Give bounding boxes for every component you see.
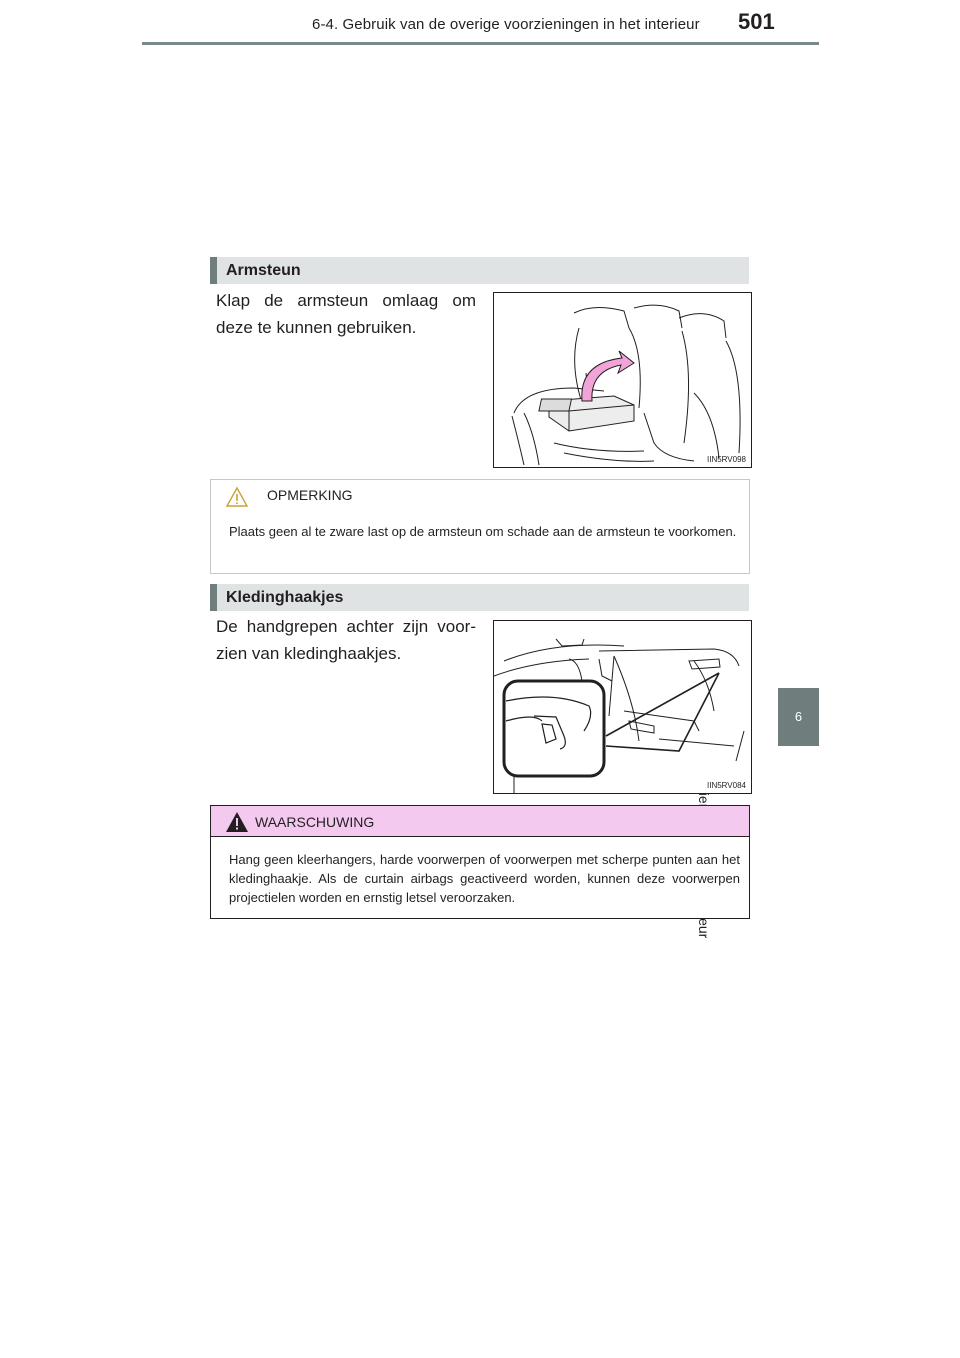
notice-box xyxy=(210,479,750,574)
notice-label: OPMERKING xyxy=(267,487,353,503)
section-heading-armrest xyxy=(210,257,749,284)
fold-down-arrow-icon xyxy=(582,351,634,401)
hooks-drawing xyxy=(494,621,751,793)
notice-header xyxy=(225,486,353,511)
hooks-illustration xyxy=(493,620,752,794)
warning-label: WAARSCHUWING xyxy=(255,814,375,830)
section-heading-armrest-text: Armsteun xyxy=(226,262,301,279)
hook-closeup-frame xyxy=(504,681,604,776)
caution-triangle-icon xyxy=(225,486,249,508)
section-heading-hooks xyxy=(210,584,749,611)
chapter-tab: 6 xyxy=(778,688,819,746)
warning-triangle-icon xyxy=(225,811,249,833)
armrest-illustration xyxy=(493,292,752,468)
notice-text: Plaats geen al te zware last op de armsteun om schade aan de armsteun te voorkomen. xyxy=(229,524,737,539)
page-number: 501 xyxy=(738,9,775,34)
armrest-drawing xyxy=(494,293,751,467)
chapter-side-label xyxy=(790,757,810,949)
hooks-description: De handgrepen achter zijn voor-zien van kledinghaakjes. xyxy=(216,617,476,663)
warning-text: Hang geen kleerhangers, harde voorwerpen of voorwerpen met scherpe punten aan het kledinghaakje. Als de curtain airbags geactiveerd worden, kunnen deze voorwerpen projectielen worden en ernstig letsel veroorzaken. xyxy=(229,852,740,905)
warning-box xyxy=(210,805,750,919)
hooks-figure-code: IIN5RV084 xyxy=(707,781,746,790)
armrest-figure-code: IIN5RV098 xyxy=(707,455,746,464)
section-heading-hooks-text: Kledinghaakjes xyxy=(226,589,344,606)
warning-header xyxy=(211,806,749,837)
armrest-instruction: Klap de armsteun omlaag om deze te kunnen gebruiken. xyxy=(216,291,476,337)
running-header-title: 6-4. Gebruik van de overige voorzieningen in het interieur xyxy=(312,16,700,33)
header-rule xyxy=(142,42,819,45)
